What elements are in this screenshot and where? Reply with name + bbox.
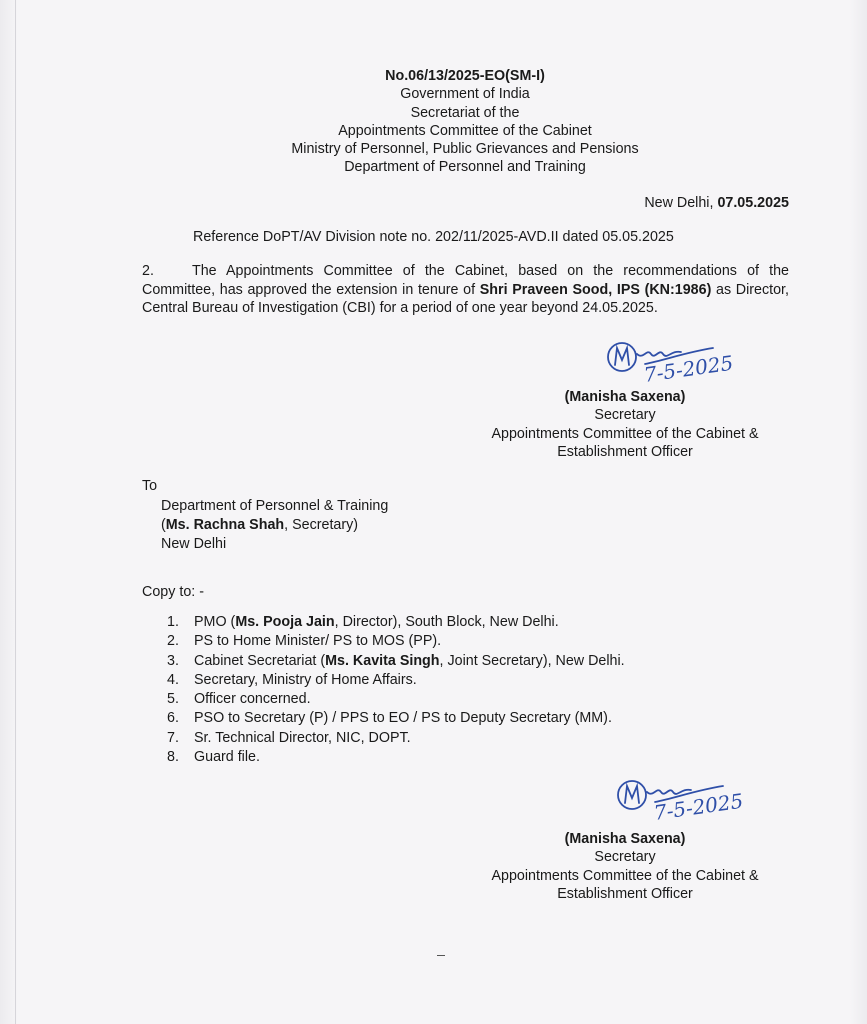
paragraph-text-before: The Appointments Committee of the Cabinet, based on the recommendations of the Committee, has approved the extension in tenure of — [142, 263, 789, 298]
list-item-text: Officer concerned. — [194, 691, 311, 708]
list-item-text: Secretary, Ministry of Home Affairs. — [194, 671, 417, 688]
signatory-line-3: Appointments Committee of the Cabinet & — [491, 425, 759, 442]
list-item — [167, 632, 625, 651]
to-line-3: New Delhi — [161, 536, 227, 552]
to-address — [161, 497, 388, 554]
list-item-number: 2. — [167, 633, 179, 650]
to-line-2: (Ms. Rachna Shah, Secretary) — [161, 517, 359, 533]
list-item-number: 6. — [167, 710, 179, 727]
list-item — [167, 671, 625, 690]
to-line-1: Department of Personnel & Training — [161, 498, 389, 514]
list-item — [167, 709, 625, 728]
list-item-number: 5. — [167, 691, 179, 708]
signatory-designation: Secretary — [594, 849, 656, 866]
list-item — [167, 729, 625, 748]
list-item — [167, 690, 625, 709]
letterhead — [0, 67, 867, 177]
header-line-2: Secretariat of the — [410, 104, 520, 121]
list-item-text: Cabinet Secretariat ( — [194, 652, 326, 669]
to-label: To — [142, 478, 158, 494]
list-item — [167, 652, 625, 671]
issue-date — [644, 195, 789, 211]
signatory-line-3: Appointments Committee of the Cabinet & — [491, 867, 759, 884]
signature-block-1 — [465, 388, 785, 461]
list-item-number: 7. — [167, 729, 179, 746]
list-item — [167, 748, 625, 767]
list-item-number: 8. — [167, 749, 179, 766]
paragraph-text-after: as Director, Central Bureau of Investigation (CBI) for a period of one year beyond 24.05.2025. — [142, 281, 790, 316]
order-paragraph — [142, 262, 789, 318]
list-item-text: PSO to Secretary (P) / PPS to EO / PS to Deputy Secretary (MM). — [194, 710, 612, 727]
list-item-text: PMO ( — [194, 614, 236, 630]
list-item-number: 1. — [167, 614, 179, 630]
date-place: New Delhi, — [644, 195, 718, 211]
header-line-3: Appointments Committee of the Cabinet — [338, 122, 592, 139]
reference-line: Reference DoPT/AV Division note no. 202/11/2025-AVD.II dated 05.05.2025 — [193, 229, 674, 245]
signatory-line-4: Establishment Officer — [557, 443, 693, 460]
file-number: No.06/13/2025-EO(SM-I) — [385, 68, 545, 84]
signatory-name: (Manisha Saxena) — [564, 389, 686, 405]
copy-to-list — [167, 613, 625, 767]
signature-2-date: 7-5-2025 — [652, 788, 745, 825]
copy-to-label: Copy to: - — [142, 584, 204, 600]
signatory-name: (Manisha Saxena) — [564, 831, 686, 847]
header-line-4: Ministry of Personnel, Public Grievances and Pensions — [291, 141, 639, 158]
list-item-text-after: , Joint Secretary), New Delhi. — [439, 652, 625, 669]
header-line-5: Department of Personnel and Training — [344, 159, 586, 176]
list-item-name: Ms. Pooja Jain — [235, 614, 335, 630]
signatory-name-text: Manisha Saxena — [569, 389, 681, 405]
signatory-name-text: Manisha Saxena — [569, 831, 681, 847]
signatory-designation: Secretary — [594, 407, 656, 424]
signature-1-date: 7-5-2025 — [642, 350, 735, 387]
list-item-number: 4. — [167, 671, 179, 688]
handwritten-signature-2 — [605, 768, 795, 838]
list-item-text: PS to Home Minister/ PS to MOS (PP). — [194, 633, 442, 650]
to-addressee-rest: , Secretary) — [284, 517, 359, 533]
list-item-text-after: , Director), South Block, New Delhi. — [334, 614, 559, 630]
paragraph-number: 2. — [142, 263, 154, 279]
signature-block-2 — [465, 830, 785, 903]
list-item-text: Guard file. — [194, 749, 260, 766]
date-value: 07.05.2025 — [717, 195, 789, 211]
paragraph-officer-name: Shri Praveen Sood, IPS (KN:1986) — [479, 281, 712, 298]
list-item-name: Ms. Kavita Singh — [325, 652, 440, 669]
list-item — [167, 613, 625, 632]
header-line-1: Government of India — [400, 86, 530, 103]
list-item-number: 3. — [167, 652, 179, 669]
signatory-line-4: Establishment Officer — [557, 885, 693, 902]
to-addressee-name: Ms. Rachna Shah — [165, 517, 285, 533]
page-mark — [437, 955, 445, 956]
list-item-text: Sr. Technical Director, NIC, DOPT. — [194, 729, 411, 746]
